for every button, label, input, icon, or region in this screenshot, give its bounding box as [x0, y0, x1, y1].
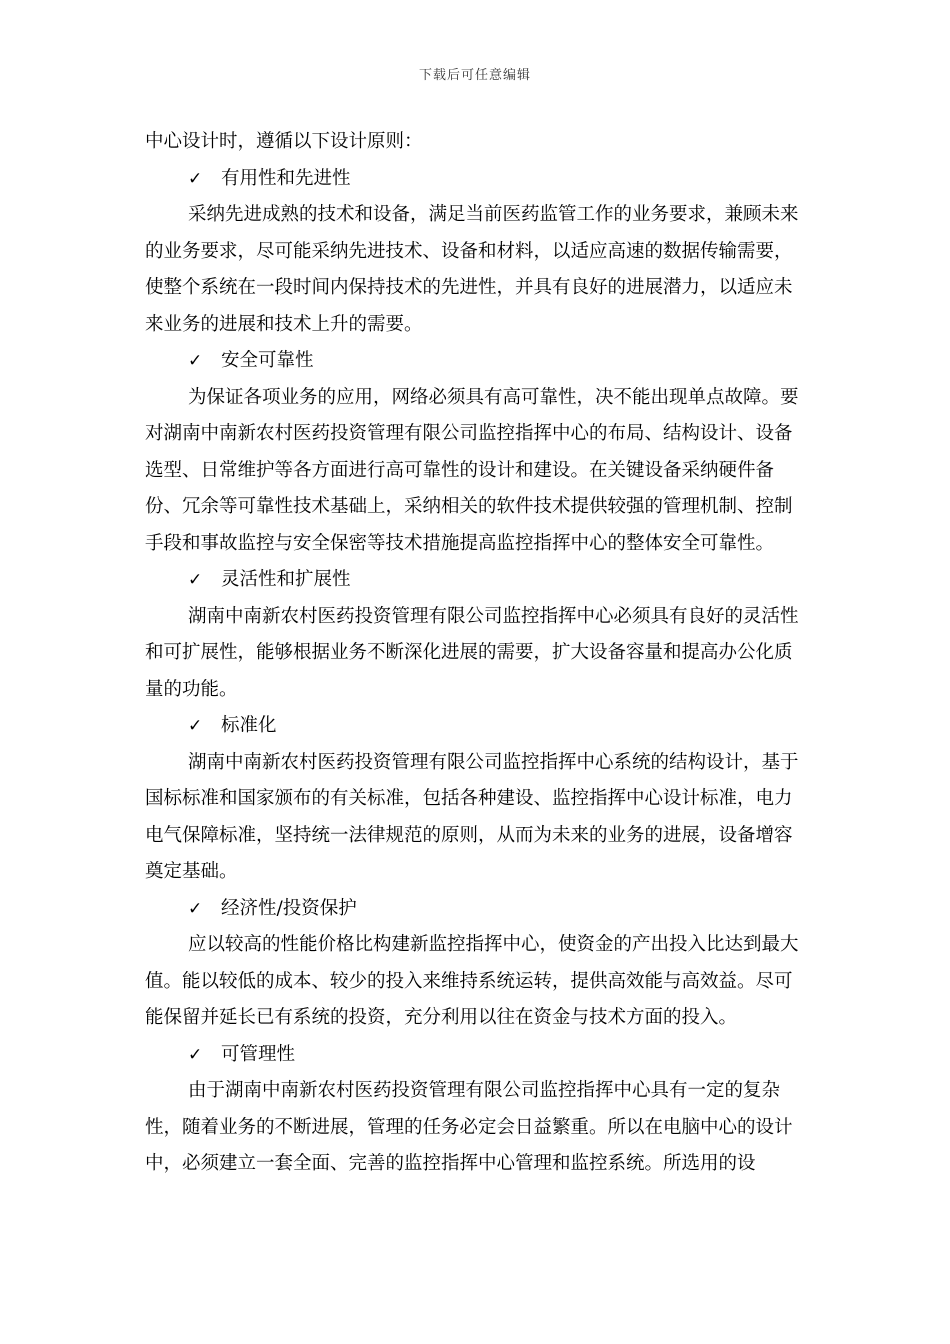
checkmark-icon: ✓ [188, 351, 203, 371]
checkmark-icon: ✓ [188, 1044, 203, 1065]
checkmark-icon: ✓ [188, 898, 203, 919]
bullet-flexibility [145, 562, 805, 599]
checkmark-icon: ✓ [188, 570, 203, 590]
bullet-label: 安全可靠性 [221, 350, 314, 371]
checkmark-icon: ✓ [188, 716, 203, 736]
paragraph-economy: 应以较高的性能价格比构建新监控指挥中心，使资金的产出投入比达到最大值。能以较低的成本、较少的投入来维持系统运转，提供高效能与高效益。尽可能保留并延长已有系统的投资，充分利用以往在资金与技术方面的投入。 [145, 934, 799, 1028]
paragraph-flexibility: 湖南中南新农村医药投资管理有限公司监控指挥中心必须具有良好的灵活性和可扩展性，能够根据业务不断深化进展的需要，扩大设备容量和提高办公化质量的功能。 [145, 605, 799, 700]
bullet-label: 有用性和先进性 [221, 167, 351, 189]
paragraph-manageability: 由于湖南中南新农村医药投资管理有限公司监控指挥中心具有一定的复杂性，随着业务的不断进展，管理的任务必定会日益繁重。所以在电脑中心的设计中，必须建立一套全面、完善的监控指挥中心管理和监控系统。所选用的设 [145, 1080, 793, 1174]
document-body [145, 124, 805, 1183]
bullet-label: 经济性/投资保护 [221, 897, 357, 919]
bullet-economy [145, 891, 805, 928]
bullet-usefulness [145, 161, 805, 198]
bullet-label: 标准化 [221, 715, 277, 736]
bullet-standardization [145, 708, 805, 745]
paragraph-standardization: 湖南中南新农村医药投资管理有限公司监控指挥中心系统的结构设计，基于国标标准和国家颁布的有关标准，包括各种建设、监控指挥中心设计标准，电力电气保障标准，坚持统一法律规范的原则，从而为未来的业务的进展，设备增容奠定基础。 [145, 751, 799, 882]
checkmark-icon: ✓ [188, 168, 203, 189]
bullet-label: 可管理性 [221, 1043, 296, 1065]
bullet-reliability [145, 343, 805, 380]
bullet-manageability [145, 1037, 805, 1074]
bullet-label: 灵活性和扩展性 [221, 569, 351, 590]
page-header: 下载后可任意编辑 [418, 68, 531, 83]
intro-paragraph: 中心设计时，遵循以下设计原则： [145, 131, 423, 152]
paragraph-reliability: 为保证各项业务的应用，网络必须具有高可靠性，决不能出现单点故障。要对湖南中南新农村医药投资管理有限公司监控指挥中心的布局、结构设计、设备选型、日常维护等各方面进行高可靠性的设计和建设。在关键设备采纳硬件备份、冗余等可靠性技术基础上，采纳相关的软件技术提供较强的管理机制、控制手段和事故监控与安全保密等技术措施提高监控指挥中心的整体安全可靠性。 [145, 386, 799, 554]
paragraph-usefulness: 采纳先进成熟的技术和设备，满足当前医药监管工作的业务要求，兼顾未来的业务要求，尽可能采纳先进技术、设备和材料，以适应高速的数据传输需要，使整个系统在一段时间内保持技术的先进性，并具有良好的进展潜力，以适应未来业务的进展和技术上升的需要。 [145, 204, 799, 335]
